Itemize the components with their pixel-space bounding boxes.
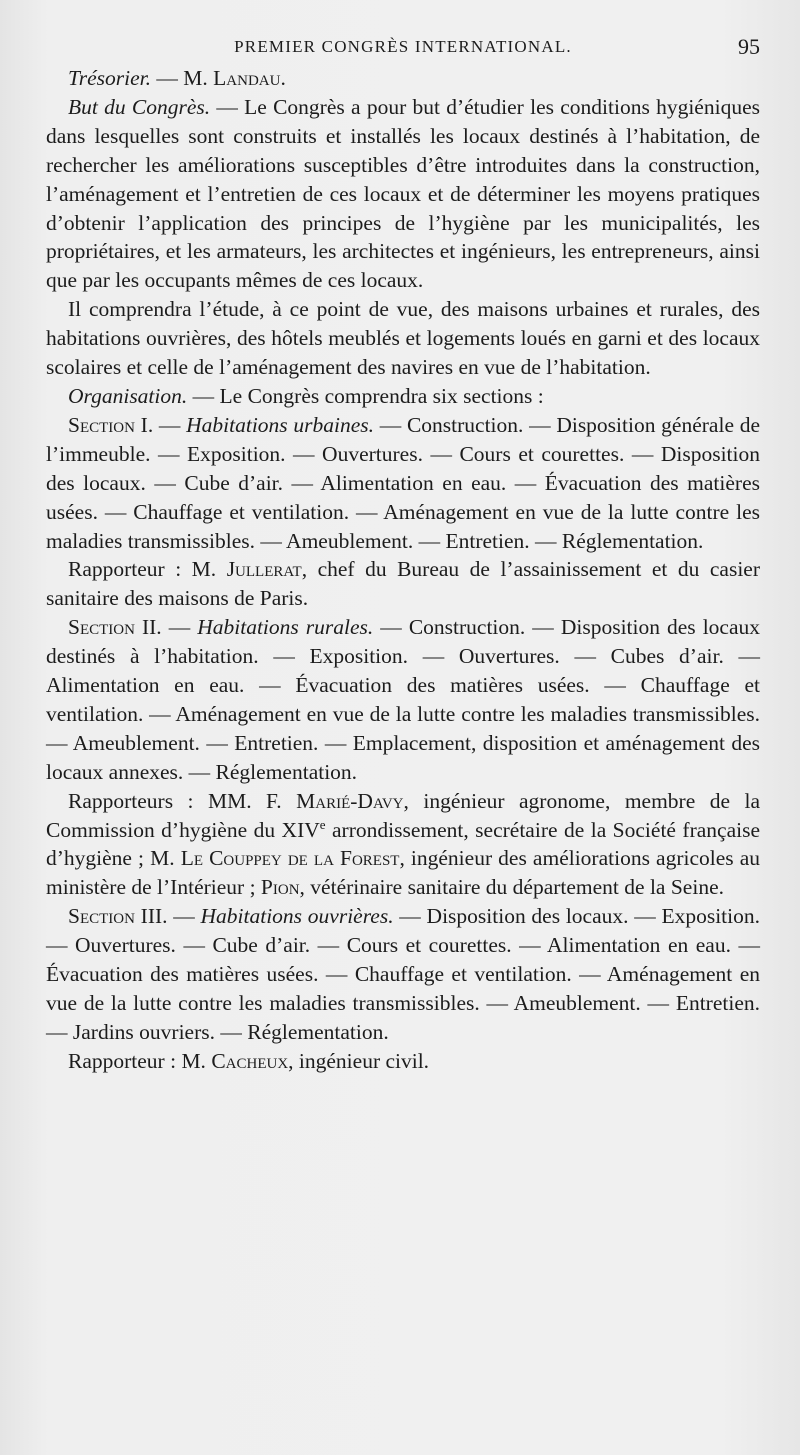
section-2-label: Section II. xyxy=(68,615,162,640)
section-3-rapporteur-name: Cacheux xyxy=(211,1048,289,1073)
section-2-text: — Construction. — Disposition des locaux destinés à l’habitation. — Exposition. — Ouvertures. — Cubes d’air. — Alimentation en eau. — Évacuation des matières usées. — Chauffage et ventilation. — Aménagement en vue de la lutte contre les maladies transmissibles. — Ameublement. — Entretien. — Emplacement, disposition et aménagement des locaux annexes. — Réglementation. xyxy=(46,615,760,784)
section-3-title: Habitations ouvrières. xyxy=(200,904,394,929)
section-1-label: Section I. xyxy=(68,412,154,437)
page-body xyxy=(46,64,760,1076)
tresorier-end: . xyxy=(280,66,286,90)
comprendra-text: Il comprendra l’étude, à ce point de vue, des maisons urbaines et rurales, des habitations ouvrières, des hôtels meublés et logements loués en garni et des locaux scolaires et celle de l’aménagement des navires en vue de l’habitation. xyxy=(46,297,760,380)
section-2-name-1: Marié-Davy xyxy=(296,788,404,813)
section-1-paragraph xyxy=(46,411,760,556)
section-2-text-1b: arrondissement, secrétaire de la Société française d’hygiène ; M. xyxy=(46,817,761,871)
section-2-paragraph xyxy=(46,613,760,786)
running-title: PREMIER CONGRÈS INTERNATIONAL. xyxy=(234,37,572,56)
section-2-name-3: Pion xyxy=(260,875,300,900)
but-label: But du Congrès. xyxy=(68,94,211,119)
section-3-rapporteur xyxy=(46,1047,760,1076)
section-3-rapporteur-rest: , ingénieur civil. xyxy=(288,1048,430,1073)
section-2-rapporteurs xyxy=(46,787,760,903)
section-3-rapporteur-lead: Rapporteur : M. xyxy=(68,1048,212,1073)
section-2-text-2: , ingénieur des améliorations agricoles au ministère de l’Intérieur ; xyxy=(46,846,760,900)
section-2-rapporteurs-lead: Rapporteurs : MM. F. xyxy=(68,788,297,813)
section-1-title: Habitations urbaines. xyxy=(186,412,375,437)
tresorier-line xyxy=(46,64,760,93)
section-2-superscript: e xyxy=(319,816,326,832)
section-2-dash: — xyxy=(161,615,198,640)
section-1-rapporteur xyxy=(46,555,760,613)
tresorier-label: Trésorier. xyxy=(68,66,152,90)
section-1-text: — Construction. — Disposition générale de l’immeuble. — Exposition. — Ouvertures. — Cours et courettes. — Disposition des locaux. — Cube d’air. — Alimentation en eau. — Évacuation des matières usées. — Chauffage et ventilation. — Aménagement en vue de la lutte contre les maladies transmissibles. — Ameublement. — Entretien. — Réglementation. xyxy=(46,412,760,553)
section-3-dash: — xyxy=(167,904,201,929)
section-1-rapporteur-rest: , chef du Bureau de l’assainissement et du casier sanitaire des maisons de Paris. xyxy=(46,557,761,611)
section-1-rapporteur-name: Jullerat xyxy=(226,557,302,582)
page-number: 95 xyxy=(738,34,760,59)
section-2-title: Habitations rurales. xyxy=(197,615,374,640)
organisation-text: — Le Congrès comprendra six sections : xyxy=(187,383,544,408)
but-text: — Le Congrès a pour but d’étudier les conditions hygiéniques dans lesquelles sont construits et installés les locaux destinés à l’habitation, de rechercher les améliorations susceptibles d’être introduites dans la construction, l’aménagement et l’entretien de ces locaux et de déterminer les moyens pratiques d’obtenir l’application des principes de l’hygiène par les municipalités, les propriétaires, et les armateurs, les architectes et ingénieurs, les entrepreneurs, ainsi que par les occupants mêmes de ces locaux. xyxy=(46,94,760,293)
section-1-rapporteur-lead: Rapporteur : M. xyxy=(68,557,227,582)
section-3-paragraph xyxy=(46,902,760,1047)
section-3-text: — Disposition des locaux. — Exposition. — Ouvertures. — Cube d’air. — Cours et courettes. — Alimentation en eau. — Évacuation des matières usées. — Chauffage et ventilation. — Aménagement en vue de la lutte contre les maladies transmissibles. — Ameublement. — Entretien. — Jardins ouvriers. — Réglementation. xyxy=(46,904,761,1044)
comprendra-paragraph xyxy=(46,295,760,382)
section-1-dash: — xyxy=(153,412,187,437)
organisation-paragraph xyxy=(46,382,760,411)
but-paragraph xyxy=(46,93,760,295)
section-2-name-2: Le Couppey de la Forest xyxy=(180,846,400,871)
section-2-text-3: , vétérinaire sanitaire du département de la Seine. xyxy=(299,875,724,900)
tresorier-name: Landau xyxy=(213,66,281,90)
section-3-label: Section III. xyxy=(68,904,168,929)
tresorier-dash: — M. xyxy=(151,66,214,90)
organisation-label: Organisation. xyxy=(68,383,188,408)
section-2-text-1a: , ingénieur agronome, membre de la Commission d’hygiène du XIV xyxy=(46,788,760,842)
running-head xyxy=(46,30,760,64)
